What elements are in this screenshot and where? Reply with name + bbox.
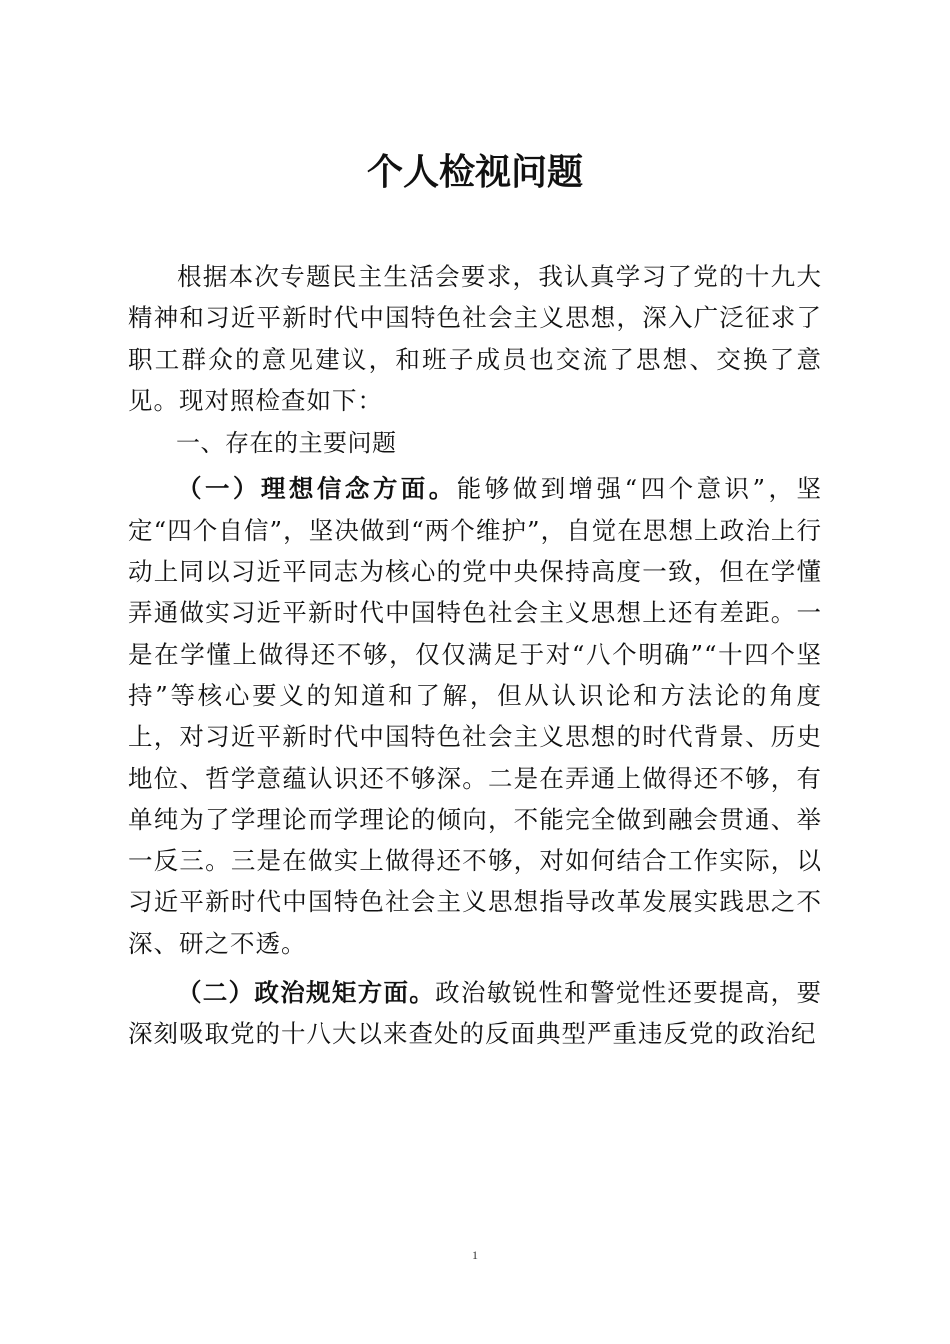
document-body [128, 256, 822, 1055]
item-ideals-text: 能够做到增强“四个意识”，坚定“四个自信”，坚决做到“两个维护”，自觉在思想上政治上行动上同以习近平同志为核心的党中央保持高度一致，但在学懂弄通做实习近平新时代中国特色社会主义思想上还有差距。一是在学懂上做得还不够，仅仅满足于对“八个明确”“十四个坚持”等核心要义的知道和了解，但从认识论和方法论的角度上，对习近平新时代中国特色社会主义思想的时代背景、历史地位、哲学意蕴认识还不够深。二是在弄通上做得还不够，有单纯为了学理论而学理论的倾向，不能完全做到融会贯通、举一反三。三是在做实上做得还不够，对如何结合工作实际，以习近平新时代中国特色社会主义思想指导改革发展实践思之不深、研之不透。 [128, 474, 822, 958]
item-ideals-lead: （一）理想信念方面。 [177, 474, 457, 504]
item-political-rules-paragraph [128, 972, 822, 1055]
item-political-rules-lead: （二）政治规矩方面。 [177, 978, 436, 1008]
section-heading: 一、存在的主要问题 [176, 429, 397, 458]
item-political-rules-text: 政治敏锐性和警觉性还要提高，要深刻吸取党的十八大以来查处的反面典型严重违反党的政治纪 [128, 978, 822, 1049]
item-ideals-paragraph [128, 468, 822, 964]
page-number: 1 [472, 1248, 478, 1262]
document-title: 个人检视问题 [366, 151, 583, 193]
intro-paragraph: 根据本次专题民主生活会要求，我认真学习了党的十九大精神和习近平新时代中国特色社会主义思想，深入广泛征求了职工群众的意见建议，和班子成员也交流了思想、交换了意见。现对照检查如下： [128, 262, 822, 415]
